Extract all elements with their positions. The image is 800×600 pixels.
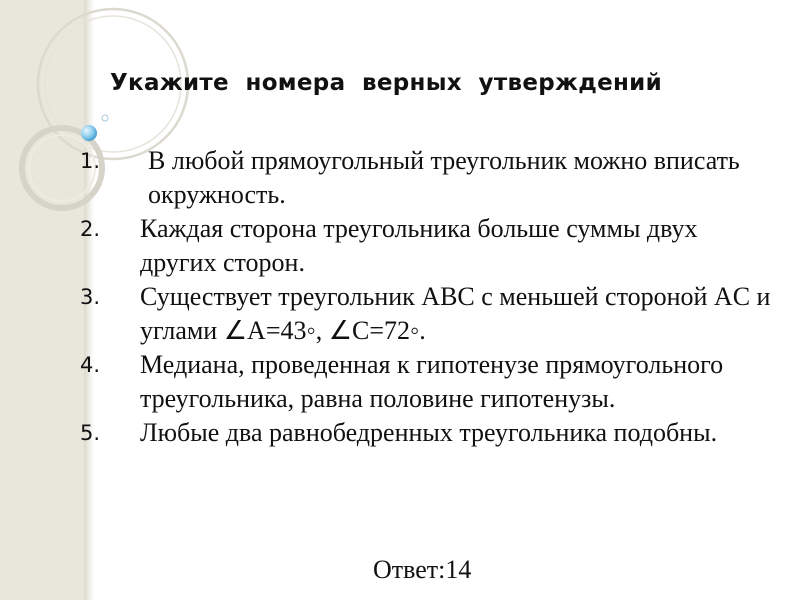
statement-item [78, 348, 778, 416]
statement-item [78, 280, 778, 348]
angle-a-icon: ∠ [223, 316, 248, 345]
statement-number: 2. [80, 217, 101, 241]
degree-icon: ◦ [306, 316, 316, 345]
statement-number: 1. [80, 149, 101, 173]
angle-expression [224, 316, 426, 345]
degree-icon: ◦ [410, 316, 420, 345]
statement-text: Медиана, проведенная к гипотенузе прямоугольного треугольника, равна половине гипотенузы. [140, 350, 724, 413]
statement-number: 4. [80, 353, 101, 377]
slide-title: Укажите номера верных утверждений [110, 70, 662, 96]
angle-a-value: A=43 [247, 316, 307, 345]
end-punctuation: . [419, 316, 426, 345]
small-bubble [102, 115, 108, 121]
statement-text: Каждая сторона треугольника больше суммы двух других сторон. [140, 214, 698, 277]
statement-text [140, 280, 778, 348]
angle-separator: , [315, 316, 329, 345]
answer-text: Ответ:14 [373, 555, 472, 584]
blue-bubble [81, 125, 97, 141]
statement-number: 5. [80, 421, 101, 445]
statement-item [78, 144, 778, 212]
angle-c-icon: ∠ [328, 316, 353, 345]
statement-text: В любой прямоугольный треугольник можно вписать окружность. [148, 146, 740, 209]
statement-text-main: Существует треугольник ABC с меньшей стороной AC и углами [140, 282, 771, 345]
statement-item [78, 416, 778, 450]
statement-number: 3. [80, 285, 101, 309]
statements-list [78, 144, 778, 450]
statement-item [78, 212, 778, 280]
statement-text: Любые два равнобедренных треугольника подобны. [140, 418, 718, 447]
angle-c-value: C=72 [352, 316, 411, 345]
